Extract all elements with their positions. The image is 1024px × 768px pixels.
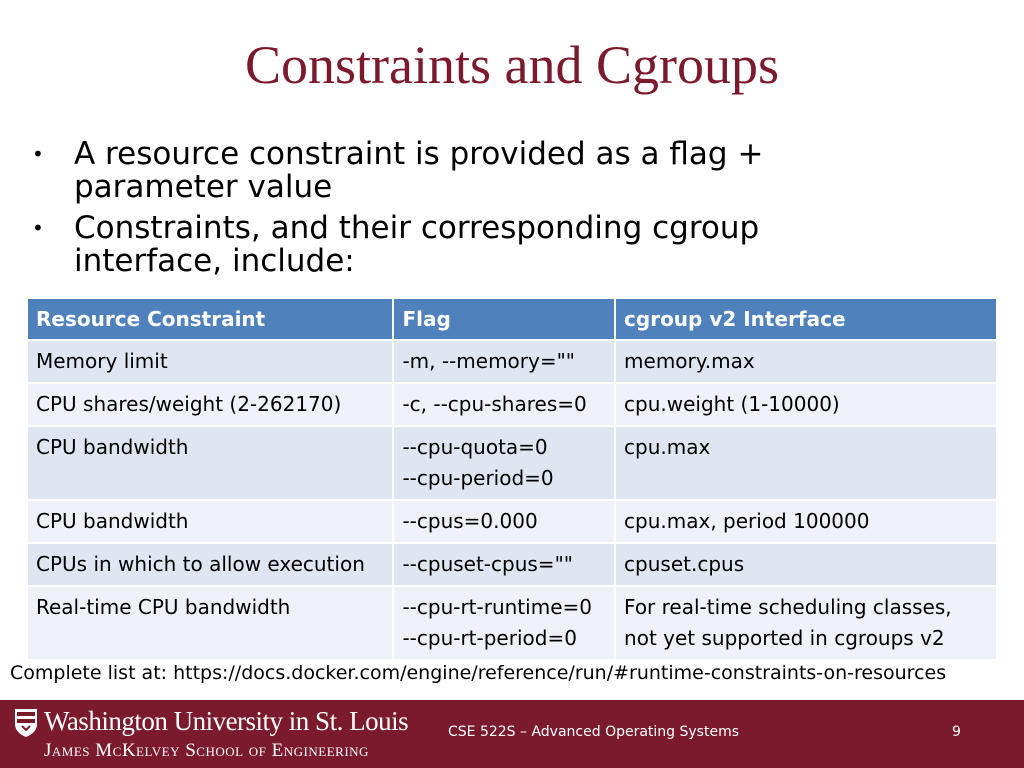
cell-line: -m, --memory="": [402, 349, 576, 373]
cell-resource-constraint: [28, 341, 392, 382]
cell-line: CPU shares/weight (2-262170): [36, 392, 342, 416]
bullet-item: [30, 212, 890, 278]
bullet-dot-icon: •: [32, 142, 44, 166]
complete-list-link[interactable]: Complete list at: https://docs.docker.com/engine/reference/run/#runtime-constraints-on-resources: [10, 662, 947, 684]
cell-flag: [394, 341, 614, 382]
cell-line: --cpus=0.000: [402, 509, 538, 533]
cell-cgroup-interface: [616, 384, 996, 425]
header-cgroup-interface: cgroup v2 Interface: [616, 299, 996, 339]
cell-cgroup-interface: [616, 427, 996, 499]
cell-line: --cpu-period=0: [402, 466, 554, 490]
cell-cgroup-interface: [616, 501, 996, 542]
slide-title: Constraints and Cgroups: [245, 35, 779, 95]
cell-flag: [394, 544, 614, 585]
shield-icon: [14, 708, 38, 738]
cell-cgroup-interface: [616, 544, 996, 585]
cell-line: cpu.max, period 100000: [624, 509, 870, 533]
table-row: [28, 427, 996, 499]
cell-line: Memory limit: [36, 349, 168, 373]
constraints-table: [26, 297, 998, 661]
header-resource-constraint: Resource Constraint: [28, 299, 392, 339]
cell-resource-constraint: [28, 427, 392, 499]
cell-flag: [394, 587, 614, 659]
university-name: Washington University in St. Louis: [44, 706, 409, 736]
cell-line: For real-time scheduling classes,: [624, 595, 952, 619]
table-row: [28, 341, 996, 382]
footer-bar: [0, 700, 1024, 768]
bullet-list: [30, 138, 890, 286]
table-row: [28, 501, 996, 542]
cell-line: Real-time CPU bandwidth: [36, 595, 291, 619]
cell-line: cpuset.cpus: [624, 552, 745, 576]
cell-line: --cpuset-cpus="": [402, 552, 573, 576]
cell-resource-constraint: [28, 544, 392, 585]
cell-line: -c, --cpu-shares=0: [402, 392, 587, 416]
bullet-text: A resource constraint is provided as a flag + parameter value: [74, 136, 764, 205]
course-name: CSE 522S – Advanced Operating Systems: [448, 724, 740, 740]
bullet-dot-icon: •: [32, 216, 44, 240]
table-header-row: [28, 299, 996, 339]
cell-flag: [394, 427, 614, 499]
table-row: [28, 384, 996, 425]
cell-line: CPU bandwidth: [36, 435, 189, 459]
cell-resource-constraint: [28, 384, 392, 425]
cell-line: --cpu-quota=0: [402, 435, 548, 459]
header-flag: Flag: [394, 299, 614, 339]
cell-line: memory.max: [624, 349, 755, 373]
table-body: [28, 341, 996, 659]
cell-resource-constraint: [28, 501, 392, 542]
page-number: 9: [952, 724, 961, 740]
cell-flag: [394, 384, 614, 425]
cell-line: cpu.max: [624, 435, 711, 459]
cell-cgroup-interface: [616, 341, 996, 382]
cell-line: CPUs in which to allow execution: [36, 552, 365, 576]
table-row: [28, 544, 996, 585]
cell-line: cpu.weight (1-10000): [624, 392, 840, 416]
cell-line: not yet supported in cgroups v2: [624, 626, 945, 650]
bullet-text: Constraints, and their corresponding cgroup interface, include:: [74, 210, 760, 279]
bullet-item: [30, 138, 890, 204]
cell-line: --cpu-rt-period=0: [402, 626, 577, 650]
table-row: [28, 587, 996, 659]
cell-line: --cpu-rt-runtime=0: [402, 595, 592, 619]
cell-line: CPU bandwidth: [36, 509, 189, 533]
cell-resource-constraint: [28, 587, 392, 659]
school-name: James McKelvey School of Engineering: [44, 740, 369, 761]
cell-cgroup-interface: [616, 587, 996, 659]
cell-flag: [394, 501, 614, 542]
